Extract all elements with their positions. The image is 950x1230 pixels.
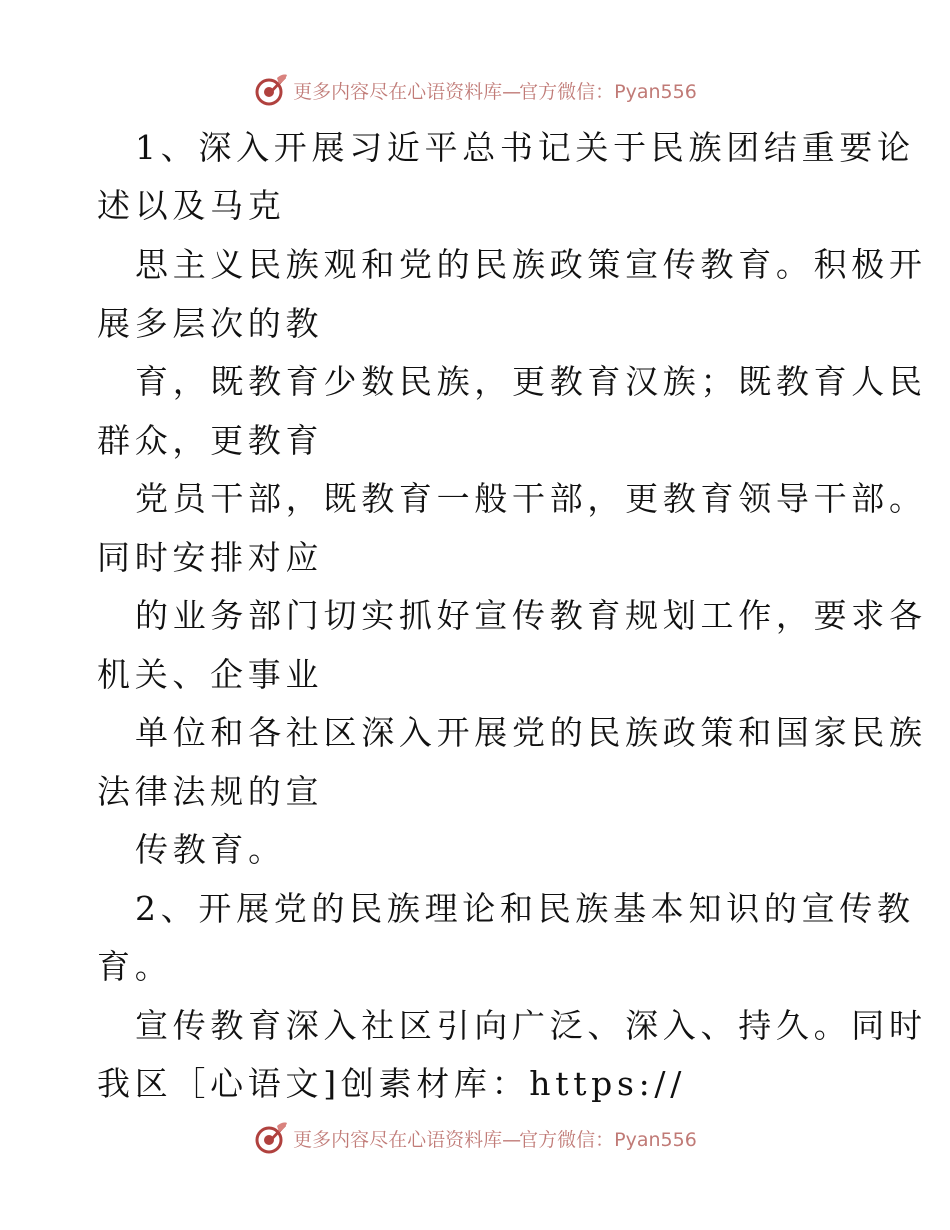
footer-text: 更多内容尽在心语资料库: [293, 1128, 503, 1151]
text-line: 育，既教育少数民族，更教育汉族；既教育人民: [135, 362, 927, 401]
text-line: 1、深入开展习近平总书记关于民族团结重要论: [135, 128, 915, 167]
header-text: 更多内容尽在心语资料库: [293, 80, 503, 103]
text-line: 机关、企事业: [97, 655, 324, 694]
text-line: 的业务部门切实抓好宣传教育规划工作，要求各: [135, 596, 927, 635]
text-line: 2、开展党的民族理论和民族基本知识的宣传教: [135, 889, 915, 928]
quill-logo-icon: [253, 72, 289, 108]
header-account: 官方微信：Pyan556: [519, 80, 697, 103]
text-line: 党员干部，既教育一般干部，更教育领导干部。: [135, 479, 927, 518]
text-line: 单位和各社区深入开展党的民族政策和国家民族: [135, 713, 927, 752]
text-line: 传教育。: [135, 830, 286, 869]
quill-logo-icon: [253, 1120, 289, 1156]
text-line: 展多层次的教: [97, 304, 324, 343]
text-line: 我区［心语文]创素材库：https://: [97, 1064, 687, 1103]
text-line: 法律法规的宣: [97, 772, 324, 811]
header-separator: —: [502, 80, 520, 103]
text-line: 宣传教育深入社区引向广泛、深入、持久。同时: [135, 1006, 927, 1045]
text-line: 同时安排对应: [97, 538, 324, 577]
footer-watermark: [0, 1118, 950, 1158]
footer-account: 官方微信：Pyan556: [519, 1128, 697, 1151]
text-line: 群众，更教育: [97, 421, 324, 460]
header-watermark: [0, 70, 950, 110]
footer-separator: —: [502, 1128, 520, 1151]
text-line: 述以及马克: [97, 186, 286, 225]
text-line: 思主义民族观和党的民族政策宣传教育。积极开: [135, 245, 927, 284]
text-line: 育。: [97, 947, 173, 986]
